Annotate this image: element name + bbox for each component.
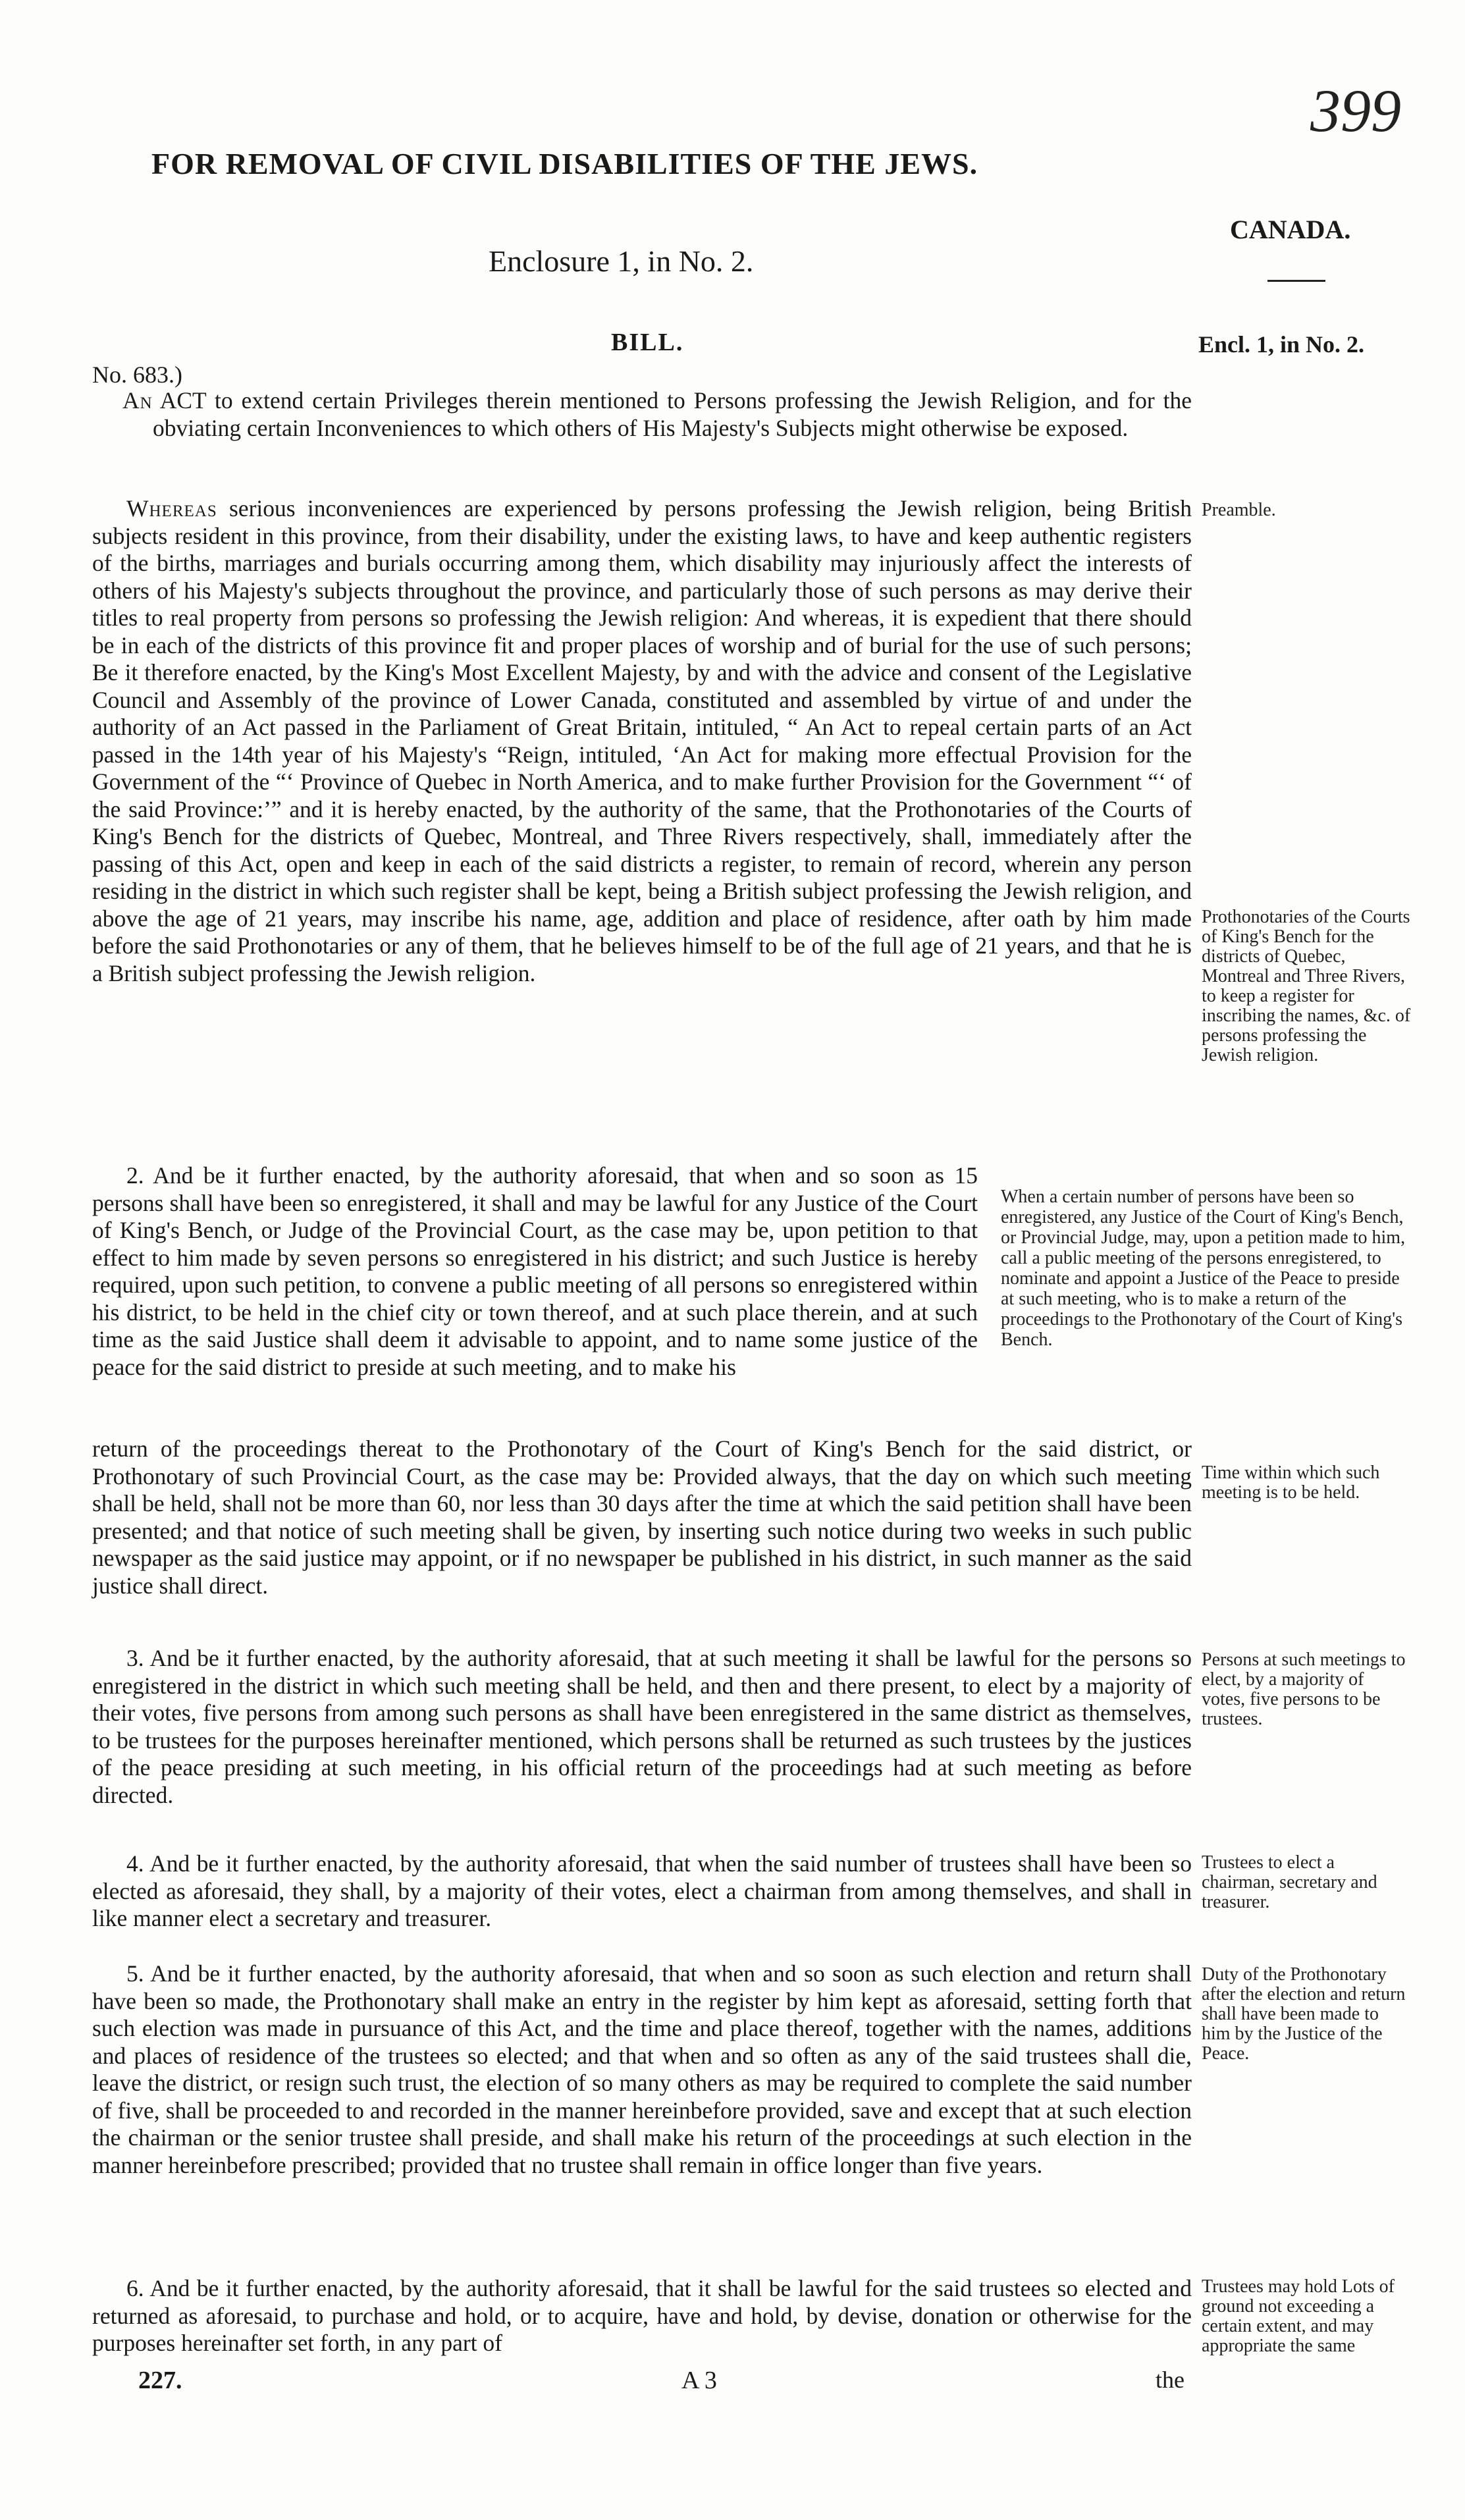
margin-note-duty: Duty of the Prothonotary after the election and return shall have been made to him by the Justice of the Peace. [1202,1964,1406,2064]
act-title-text: ACT to extend certain Privileges therein mentioned to Persons professing the Jewish Religion, and for the obviating certain Inconveniences to which others of His Majesty's Subjects might otherwise be exposed. [152,387,1192,441]
act-title-lead: An [122,387,153,414]
colony-rule [1267,280,1325,282]
preamble-paragraph [92,495,1192,987]
catchword: the [1156,2367,1185,2393]
preamble-lead: Whereas [126,495,217,522]
bill-number: No. 683.) [92,362,182,388]
margin-note-meeting: When a certain number of persons have been so enregistered, any Justice of the Court of King's Bench, or Provincial Judge, may, upon a petition made to him, call a public meeting of the persons enregistered, to nominate and appoint a Justice of the Peace to preside at such meeting, who is to make a return of the proceedings to the Prothonotary of the Court of King's Bench. [1001,1187,1406,1350]
section-2-text-b: return of the proceedings thereat to the Prothonotary of the Court of King's Bench for the said district, or Prothonotary of such Provincial Court, as the case may be: Provided always, that the day on which such meeting shall be held, shall not be more than 60, nor less than 30 days after the time at which the said petition shall have been presented; and that notice of such meeting shall be given, by inserting such notice during two weeks in such public newspaper as the said justice may appoint, or if no newspaper be published in his district, in such manner as the said justice shall direct. [92,1435,1192,1599]
section-2-part-2 [92,1435,1192,1599]
signature-mark: A 3 [681,2367,717,2394]
section-3-text: 3. And be it further enacted, by the authority aforesaid, that at such meeting it shall be lawful for the persons so enregistered in the district in which such meeting shall be held, and then and there present, to elect by a majority of their votes, five persons from among such persons as shall have been enregistered in the same district as themselves, to be trustees for the purposes hereinafter mentioned, which persons shall be returned as such trustees by the justices of the peace presiding at such meeting, in his official return of the proceedings had at such meeting as before directed. [92,1645,1192,1808]
preamble-text: serious inconveniences are experienced by persons professing the Jewish religion, being British subjects resident in this province, from their disability, under the existing laws, to have and keep authentic registers of the births, marriages and burials occurring among them, which disability may injuriously affect the interests of others of his Majesty's subjects throughout the province, and particularly those of such persons as may derive their titles to real property from persons so professing the Jewish religion: And whereas, it is expedient that there should be in each of the districts of this province fit and proper places of worship and of burial for the use of such persons; Be it therefore enacted, by the King's Most Excellent Majesty, by and with the advice and consent of the Legislative Council and Assembly of the province of Lower Canada, constituted and assembled by virtue of and under the authority of an Act passed in the Parliament of Great Britain, intituled, “ An Act to repeal certain parts of an Act passed in the 14th year of his Majesty's “Reign, intituled, ‘An Act for making more effectual Provision for the Government of the “‘ Province of Quebec in North America, and to make further Provision for the Government “‘ of the said Province:’” and it is hereby enacted, by the authority of the same, that the Prothonotaries of the Courts of King's Bench for the districts of Quebec, Montreal, and Three Rivers respectively, shall, immediately after the passing of this Act, open and keep in each of the said districts a register, to remain of record, wherein any person residing in the district in which such register shall be kept, being a British subject professing the Jewish religion, and above the age of 21 years, may inscribe his name, age, addition and place of residence, after oath by him made before the said Prothonotaries or any of them, that he believes himself to be of the full age of 21 years, and that he is a British subject professing the Jewish religion. [92,495,1192,986]
section-6 [92,2275,1192,2357]
section-5-text: 5. And be it further enacted, by the authority aforesaid, that when and so soon as such election and return shall have been so made, the Prothonotary shall make an entry in the register by him kept as aforesaid, setting forth that such election was made in pursuance of this Act, and the time and place thereof, together with the names, additions and places of residence of the trustees so elected; and that when and so often as any of the said trustees shall die, leave the district, or resign such trust, the election of so many others as may be required to complete the said number of five, shall be proceeded to and recorded in the manner hereinbefore provided, save and except that at such election the chairman or the senior trustee shall preside, and shall make his return of the proceedings at such election in the manner hereinbefore prescribed; provided that no trustee shall remain in office longer than five years. [92,1960,1192,2178]
section-6-text: 6. And be it further enacted, by the authority aforesaid, that it shall be lawful for the said trustees so elected and returned as aforesaid, to purchase and hold, or to acquire, have and hold, by devise, donation or otherwise for the purposes hereinafter set forth, in any part of [92,2275,1192,2356]
section-3 [92,1645,1192,1809]
margin-note-lots: Trustees may hold Lots of ground not exceeding a certain extent, and may appropriate the same [1202,2276,1395,2356]
margin-note-time: Time within which such meeting is to be held. [1202,1462,1380,1503]
margin-note-persons: Persons at such meetings to elect, by a majority of votes, five persons to be trustees. [1202,1649,1406,1729]
side-enclosure-label: Encl. 1, in No. 2. [1198,331,1365,358]
section-2-text-a: 2. And be it further enacted, by the authority aforesaid, that when and so soon as 15 persons shall have been so enregistered, it shall and may be lawful for any Justice of the Court of King's Bench, or Judge of the Provincial Court, as the case may be, upon petition to that effect to him made by seven persons so enregistered in his district; and such Justice is hereby required, upon such petition, to convene a public meeting of all persons so enregistered within his district, to be held in the chief city or town thereof, and at such place therein, and at such time as the said Justice shall deem it advisable to appoint, and to name some justice of the peace for the said district to preside at such meeting, and to make his [92,1162,978,1380]
act-title [122,387,1192,442]
page-number: 399 [1310,77,1401,144]
section-4 [92,1850,1192,1933]
enclosure-heading: Enclosure 1, in No. 2. [489,244,754,278]
section-5 [92,1960,1192,2179]
section-4-text: 4. And be it further enacted, by the authority aforesaid, that when the said number of trustees shall have been so elected as aforesaid, they shall, by a majority of their votes, elect a chairman from among themselves, and shall in like manner elect a secretary and treasurer. [92,1850,1192,1931]
margin-note-prothonotaries: Prothonotaries of the Courts of King's Bench for the districts of Quebec, Montreal and Three Rivers, to keep a register for inscribing the names, &c. of persons professing the Jewish religion. [1202,907,1411,1065]
margin-note-trustees-elect: Trustees to elect a chairman, secretary and treasurer. [1202,1852,1377,1912]
footer-number: 227. [138,2367,182,2394]
margin-note-preamble: Preamble. [1202,500,1276,520]
running-head: FOR REMOVAL OF CIVIL DISABILITIES OF THE JEWS. [151,147,978,180]
bill-heading: BILL. [611,329,684,356]
section-2-part-1 [92,1162,978,1381]
colony-label: CANADA. [1230,215,1351,244]
